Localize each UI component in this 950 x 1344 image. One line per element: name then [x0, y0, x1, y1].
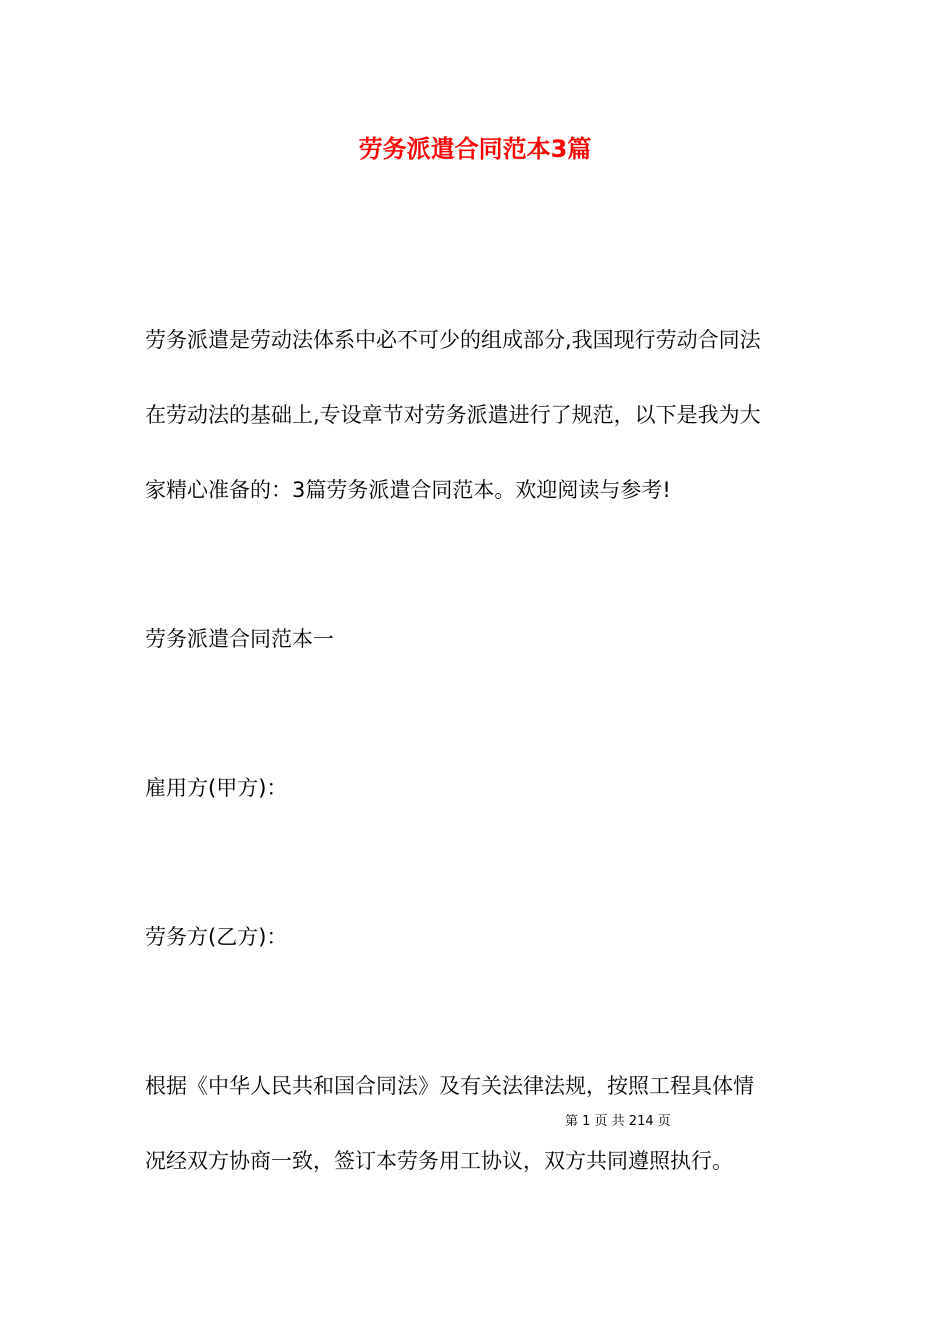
intro-line-2: 在劳动法的基础上,专设章节对劳务派遣进行了规范，以下是我为大: [145, 403, 761, 427]
party-a-label: 雇用方(甲方)：: [145, 776, 288, 800]
intro-line-1: 劳务派遣是劳动法体系中必不可少的组成部分,我国现行劳动合同法: [145, 328, 761, 352]
document-title: 劳务派遣合同范本3篇: [358, 135, 592, 163]
party-b-label: 劳务方(乙方)：: [145, 925, 288, 949]
section-heading: 劳务派遣合同范本一: [145, 627, 334, 651]
intro-line-3: 家精心准备的：3篇劳务派遣合同范本。欢迎阅读与参考!: [145, 478, 671, 502]
body-line-1: 根据《中华人民共和国合同法》及有关法律法规，按照工程具体情: [145, 1074, 754, 1098]
body-line-2: 况经双方协商一致，签订本劳务用工协议，双方共同遵照执行。: [145, 1149, 733, 1173]
page-footer: 第 1 页 共 214 页: [565, 1114, 671, 1129]
